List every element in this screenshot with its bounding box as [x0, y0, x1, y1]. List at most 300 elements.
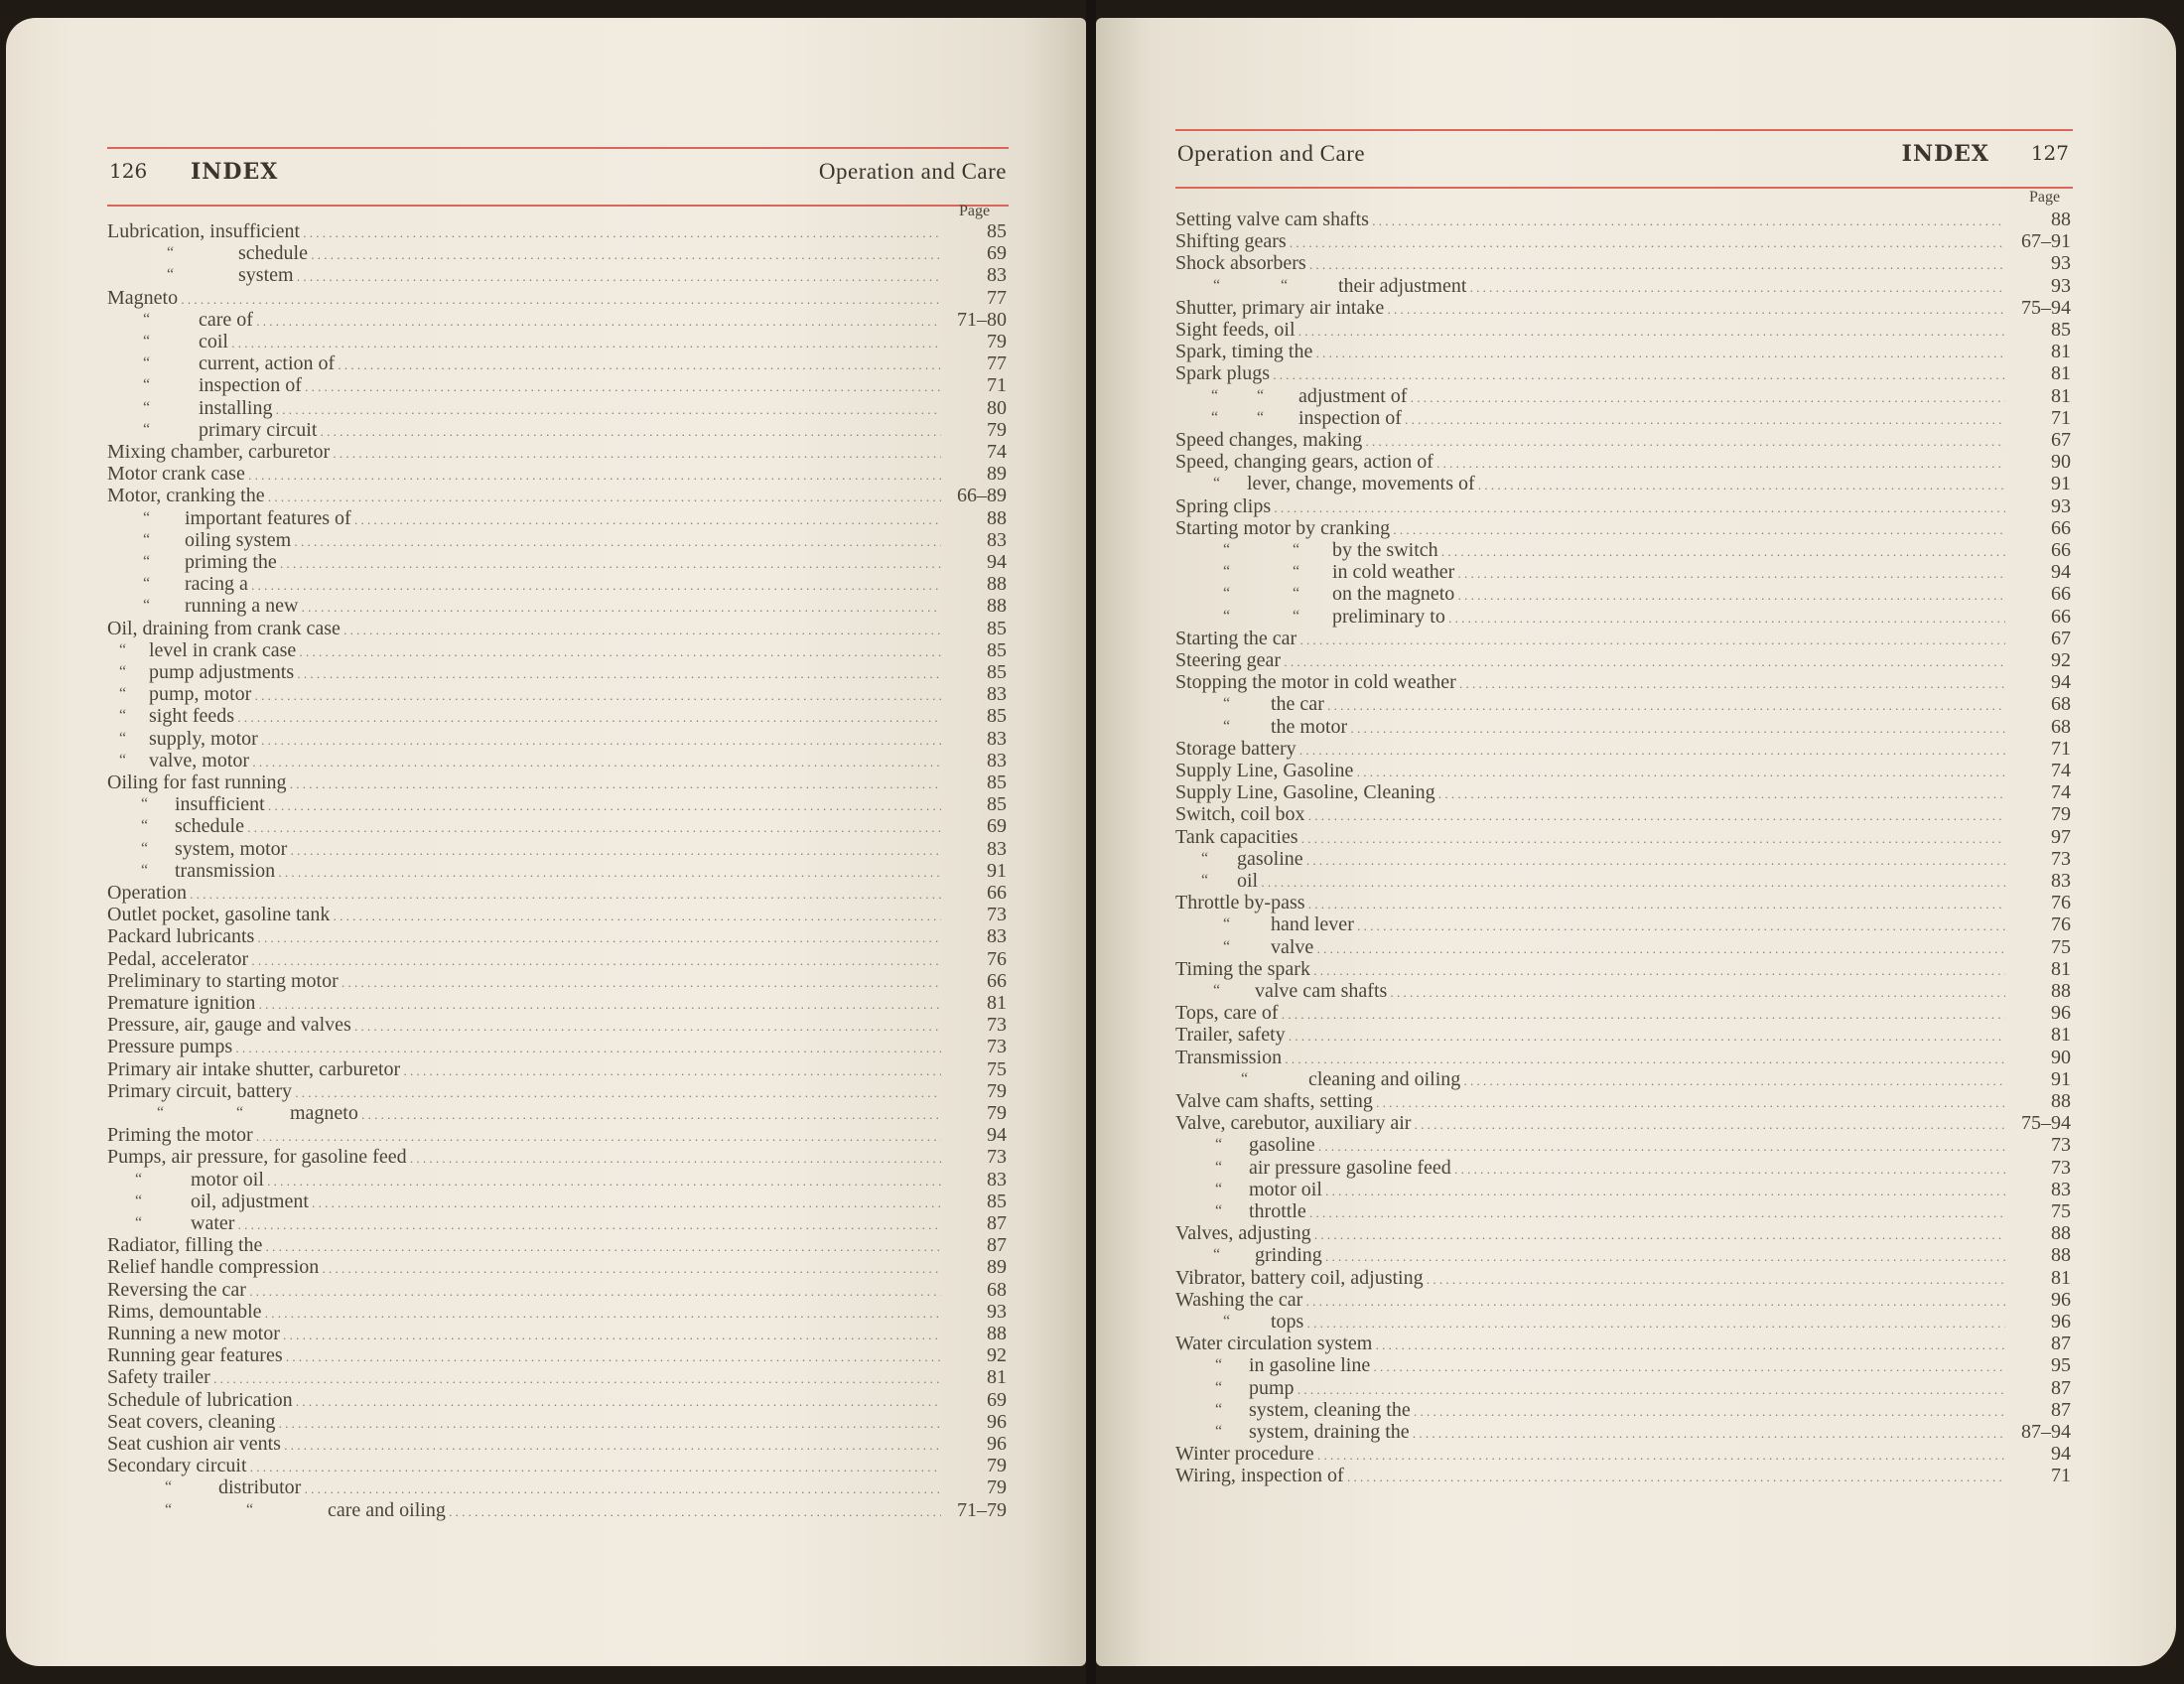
index-entry — [107, 925, 1007, 947]
index-entry — [107, 1344, 1007, 1366]
entry-page-number: 74 — [2051, 781, 2071, 804]
index-entry — [107, 1080, 1007, 1102]
index-entry — [1175, 1289, 2071, 1311]
entry-label: racing a . . . — [185, 573, 941, 595]
right-header-title: INDEX — [1901, 141, 1989, 167]
ditto-mark: “ — [1211, 408, 1219, 426]
entry-page-number: 83 — [2051, 870, 2071, 892]
index-entry — [1175, 870, 2071, 892]
index-entry — [107, 1256, 1007, 1278]
entry-page-number: 96 — [987, 1433, 1007, 1455]
index-entry — [1175, 230, 2071, 252]
entry-label: Oil, draining from crank case . . . — [107, 618, 941, 639]
entry-page-number: 77 — [987, 352, 1007, 375]
entry-label: insufficient . . . — [175, 793, 941, 815]
index-entry — [1175, 1377, 2071, 1399]
index-entry — [107, 1323, 1007, 1344]
entry-label: in cold weather . . . — [1332, 561, 2005, 583]
entry-label: Running a new motor . . . — [107, 1323, 941, 1344]
entry-page-number: 87 — [2051, 1333, 2071, 1355]
left-page-number: 126 — [109, 159, 148, 183]
index-entry — [107, 793, 1007, 815]
entry-page-number: 90 — [2051, 1046, 2071, 1068]
ditto-mark: “ — [141, 861, 149, 879]
index-entry — [107, 1036, 1007, 1057]
entry-label: Valve cam shafts, setting . . . — [1175, 1090, 2005, 1112]
index-entry — [107, 1366, 1007, 1388]
entry-label: Shutter, primary air intake . . . — [1175, 297, 2005, 319]
index-entry — [107, 1014, 1007, 1036]
entry-label: schedule . . . — [238, 242, 941, 264]
entry-label: Setting valve cam shafts . . . — [1175, 209, 2005, 230]
entry-label: Primary air intake shutter, carburetor . . . — [107, 1058, 941, 1080]
entry-label: Starting motor by cranking . . . — [1175, 517, 2005, 539]
ditto-mark: “ — [165, 1478, 173, 1496]
ditto-mark: “ — [246, 1500, 254, 1518]
ditto-mark: “ — [1281, 276, 1289, 294]
entry-page-number: 73 — [987, 1014, 1007, 1037]
entry-page-number: 71 — [2051, 1465, 2071, 1487]
entry-label: Safety trailer . . . — [107, 1366, 941, 1388]
entry-page-number: 83 — [2051, 1178, 2071, 1200]
entry-page-number: 66 — [987, 882, 1007, 904]
entry-label: motor oil . . . — [191, 1169, 941, 1191]
ditto-mark: “ — [143, 376, 151, 394]
entry-label: supply, motor . . . — [149, 728, 941, 750]
entry-label: Outlet pocket, gasoline tank . . . — [107, 904, 941, 925]
ditto-mark: “ — [143, 354, 151, 372]
entry-page-number: 83 — [987, 727, 1007, 750]
entry-label: Secondary circuit . . . — [107, 1455, 941, 1476]
index-entry — [1175, 517, 2071, 539]
ditto-mark: “ — [143, 553, 151, 570]
ditto-mark: “ — [1213, 475, 1221, 492]
index-entry — [107, 287, 1007, 309]
entry-label: Pressure, air, gauge and valves . . . — [107, 1014, 941, 1036]
entry-label: grinding . . . — [1255, 1244, 2005, 1266]
entry-label: their adjustment . . . — [1338, 275, 2005, 297]
ditto-mark: “ — [165, 1500, 173, 1518]
index-entry — [1175, 1399, 2071, 1421]
index-entry — [1175, 671, 2071, 693]
entry-label: Premature ignition . . . — [107, 992, 941, 1014]
ditto-mark: “ — [1213, 982, 1221, 999]
ditto-mark: “ — [135, 1214, 143, 1231]
ditto-mark: “ — [1215, 1136, 1223, 1154]
entry-label: Switch, coil box . . . — [1175, 803, 2005, 825]
entry-page-number: 91 — [2051, 473, 2071, 495]
entry-page-number: 79 — [987, 1102, 1007, 1124]
index-entry — [1175, 1090, 2071, 1112]
index-entry — [1175, 362, 2071, 384]
left-header-title: INDEX — [191, 159, 279, 185]
index-entry — [1175, 760, 2071, 781]
entry-page-number: 73 — [2051, 847, 2071, 870]
entry-label: Shifting gears . . . — [1175, 230, 2005, 252]
entry-page-number: 88 — [987, 573, 1007, 596]
ditto-mark: “ — [119, 729, 127, 747]
ditto-mark: “ — [1223, 541, 1231, 558]
entry-page-number: 76 — [2051, 892, 2071, 914]
ditto-mark: “ — [236, 1104, 244, 1121]
entry-page-number: 73 — [987, 1036, 1007, 1058]
entry-label: Valves, adjusting . . . — [1175, 1222, 2005, 1244]
ditto-mark: “ — [1213, 1246, 1221, 1264]
index-entry — [1175, 1047, 2071, 1068]
entry-page-number: 96 — [987, 1410, 1007, 1433]
index-entry — [1175, 473, 2071, 494]
entry-page-number: 81 — [2051, 384, 2071, 407]
entry-label: magneto . . . — [290, 1102, 941, 1124]
entry-label: Relief handle compression . . . — [107, 1256, 941, 1278]
left-header-subtitle: Operation and Care — [818, 159, 1007, 184]
entry-page-number: 69 — [987, 1388, 1007, 1411]
index-entry — [107, 1169, 1007, 1191]
entry-page-number: 88 — [2051, 1244, 2071, 1267]
entry-page-number: 87 — [2051, 1398, 2071, 1421]
entry-label: Seat cushion air vents . . . — [107, 1433, 941, 1455]
entry-label: Operation . . . — [107, 882, 941, 904]
index-entry — [1175, 1333, 2071, 1354]
entry-label: Transmission . . . — [1175, 1047, 2005, 1068]
entry-label: valve cam shafts . . . — [1255, 980, 2005, 1002]
index-entry — [107, 1476, 1007, 1498]
entry-page-number: 71 — [2051, 737, 2071, 760]
entry-page-number: 73 — [987, 1146, 1007, 1169]
index-entry — [107, 948, 1007, 970]
ditto-mark: “ — [1223, 563, 1231, 581]
index-entry — [107, 1411, 1007, 1433]
entry-label: in gasoline line . . . — [1249, 1354, 2005, 1376]
ditto-mark: “ — [1257, 408, 1265, 426]
entry-label: Shock absorbers . . . — [1175, 252, 2005, 274]
entry-label: Tank capacities . . . — [1175, 826, 2005, 848]
entry-label: Tops, care of . . . — [1175, 1002, 2005, 1024]
entry-page-number: 85 — [987, 793, 1007, 816]
entry-label: Mixing chamber, carburetor . . . — [107, 441, 941, 463]
entry-label: Supply Line, Gasoline . . . — [1175, 760, 2005, 781]
entry-page-number: 74 — [2051, 760, 2071, 781]
index-entry — [107, 1146, 1007, 1168]
entry-page-number: 66 — [2051, 539, 2071, 561]
entry-page-number: 67 — [2051, 429, 2071, 451]
entry-page-number: 85 — [987, 772, 1007, 793]
index-entry — [1175, 1311, 2071, 1333]
entry-label: running a new . . . — [185, 595, 941, 617]
index-entry — [107, 1389, 1007, 1411]
entry-page-number: 80 — [987, 396, 1007, 419]
entry-page-number: 88 — [2051, 209, 2071, 230]
entry-page-number: 88 — [2051, 1222, 2071, 1245]
entry-page-number: 83 — [987, 528, 1007, 551]
entry-label: coil . . . — [199, 331, 941, 352]
entry-page-number: 94 — [2051, 671, 2071, 694]
entry-page-number: 91 — [2051, 1067, 2071, 1090]
entry-page-number: 81 — [2051, 1266, 2071, 1289]
entry-page-number: 79 — [2051, 803, 2071, 826]
entry-label: distributor . . . — [218, 1476, 941, 1498]
entry-page-number: 81 — [2051, 957, 2071, 980]
index-entry — [1175, 385, 2071, 407]
index-entry — [1175, 936, 2071, 958]
index-entry — [107, 838, 1007, 860]
ditto-mark: “ — [1201, 849, 1209, 867]
entry-label: Water circulation system . . . — [1175, 1333, 2005, 1354]
ditto-mark: “ — [143, 597, 151, 615]
entry-label: hand lever . . . — [1271, 913, 2005, 935]
right-running-header — [1175, 129, 2073, 189]
entry-label: cleaning and oiling . . . — [1308, 1068, 2005, 1090]
index-entry — [107, 242, 1007, 264]
entry-label: motor oil . . . — [1249, 1179, 2005, 1200]
index-entry — [107, 1058, 1007, 1080]
entry-page-number: 75 — [2051, 935, 2071, 958]
index-entry — [1175, 848, 2071, 870]
ditto-mark: “ — [1241, 1069, 1249, 1087]
entry-page-number: 83 — [987, 837, 1007, 860]
ditto-mark: “ — [167, 244, 175, 262]
index-entry — [107, 331, 1007, 352]
left-running-header — [107, 147, 1009, 207]
entry-page-number: 88 — [987, 595, 1007, 618]
index-entry — [107, 309, 1007, 331]
entry-label: gasoline . . . — [1249, 1134, 2005, 1156]
index-entry — [107, 1455, 1007, 1476]
entry-label: Seat covers, cleaning . . . — [107, 1411, 941, 1433]
entry-label: Preliminary to starting motor . . . — [107, 970, 941, 992]
entry-label: Steering gear . . . — [1175, 649, 2005, 671]
entry-page-number: 89 — [987, 1256, 1007, 1279]
entry-page-number: 93 — [2051, 252, 2071, 275]
index-entry — [1175, 716, 2071, 738]
entry-label: Motor, cranking the . . . — [107, 485, 941, 506]
entry-label: Pumps, air pressure, for gasoline feed . . . — [107, 1146, 941, 1168]
entry-page-number: 75–94 — [2021, 1112, 2071, 1135]
index-entry — [1175, 1267, 2071, 1289]
entry-page-number: 93 — [2051, 494, 2071, 517]
entry-page-number: 75 — [2051, 1200, 2071, 1222]
ditto-mark: “ — [119, 751, 127, 769]
entry-page-number: 88 — [987, 1323, 1007, 1344]
entry-label: Starting the car . . . — [1175, 628, 2005, 649]
entry-label: Spark plugs . . . — [1175, 362, 2005, 384]
entry-page-number: 96 — [2051, 1002, 2071, 1025]
entry-page-number: 73 — [2051, 1134, 2071, 1157]
entry-page-number: 95 — [2051, 1354, 2071, 1377]
right-header-subtitle: Operation and Care — [1177, 141, 1366, 166]
ditto-mark: “ — [143, 420, 151, 438]
ditto-mark: “ — [1293, 585, 1300, 603]
entry-page-number: 88 — [987, 506, 1007, 529]
entry-label: inspection of . . . — [199, 374, 941, 396]
index-entry — [107, 1433, 1007, 1455]
index-entry — [1175, 319, 2071, 341]
ditto-mark: “ — [141, 817, 149, 835]
entry-label: Motor crank case . . . — [107, 463, 941, 485]
entry-label: Trailer, safety . . . — [1175, 1024, 2005, 1046]
entry-page-number: 83 — [987, 683, 1007, 706]
entry-label: Timing the spark . . . — [1175, 958, 2005, 980]
index-entry — [1175, 341, 2071, 362]
entry-page-number: 96 — [2051, 1288, 2071, 1311]
left-index-list — [107, 220, 1007, 1551]
ditto-mark: “ — [1223, 937, 1231, 955]
ditto-mark: “ — [1257, 386, 1265, 404]
ditto-mark: “ — [119, 707, 127, 725]
ditto-mark: “ — [1213, 276, 1221, 294]
entry-label: Washing the car . . . — [1175, 1289, 2005, 1311]
index-entry — [1175, 803, 2071, 825]
entry-label: current, action of . . . — [199, 352, 941, 374]
entry-page-number: 71 — [987, 374, 1007, 397]
ditto-mark: “ — [1293, 563, 1300, 581]
entry-page-number: 66 — [987, 969, 1007, 992]
entry-page-number: 68 — [2051, 693, 2071, 716]
entry-page-number: 83 — [987, 1168, 1007, 1191]
index-entry — [1175, 1443, 2071, 1465]
entry-page-number: 76 — [2051, 913, 2071, 936]
entry-page-number: 66 — [2051, 583, 2071, 606]
index-entry — [1175, 628, 2071, 649]
index-entry — [107, 1124, 1007, 1146]
entry-label: Lubrication, insufficient . . . — [107, 220, 941, 242]
ditto-mark: “ — [1201, 872, 1209, 889]
ditto-mark: “ — [135, 1170, 143, 1188]
index-entry — [107, 397, 1007, 419]
right-page-column-header: Page — [2029, 189, 2061, 206]
ditto-mark: “ — [143, 508, 151, 526]
index-entry — [107, 551, 1007, 573]
entry-label: care of . . . — [199, 309, 941, 331]
index-entry — [1175, 429, 2071, 451]
index-entry — [107, 573, 1007, 595]
index-entry — [107, 352, 1007, 374]
entry-label: system, motor . . . — [175, 838, 941, 860]
entry-label: Throttle by-pass . . . — [1175, 892, 2005, 913]
entry-page-number: 71 — [2051, 406, 2071, 429]
entry-label: by the switch . . . — [1332, 539, 2005, 561]
entry-label: pump, motor . . . — [149, 683, 941, 705]
entry-label: water . . . — [191, 1212, 941, 1234]
entry-page-number: 81 — [987, 992, 1007, 1014]
index-entry — [107, 374, 1007, 396]
entry-page-number: 74 — [987, 441, 1007, 463]
index-entry — [1175, 583, 2071, 605]
entry-page-number: 92 — [2051, 649, 2071, 671]
ditto-mark: “ — [141, 839, 149, 857]
index-entry — [107, 463, 1007, 485]
index-entry — [1175, 1179, 2071, 1200]
index-entry — [1175, 1222, 2071, 1244]
ditto-mark: “ — [1223, 607, 1231, 625]
ditto-mark: “ — [143, 530, 151, 548]
entry-label: Spark, timing the . . . — [1175, 341, 2005, 362]
ditto-mark: “ — [135, 1192, 143, 1209]
index-entry — [107, 1499, 1007, 1521]
entry-label: transmission . . . — [175, 860, 941, 882]
entry-label: Pressure pumps . . . — [107, 1036, 941, 1057]
entry-label: priming the . . . — [185, 551, 941, 573]
entry-label: throttle . . . — [1249, 1200, 2005, 1222]
index-entry — [1175, 1244, 2071, 1266]
entry-label: system, draining the . . . — [1249, 1421, 2005, 1443]
index-entry — [1175, 913, 2071, 935]
entry-label: sight feeds . . . — [149, 705, 941, 727]
index-entry — [1175, 495, 2071, 517]
entry-label: primary circuit . . . — [199, 419, 941, 441]
index-entry — [1175, 1465, 2071, 1486]
entry-label: Storage battery . . . — [1175, 738, 2005, 760]
index-entry — [1175, 539, 2071, 561]
index-entry — [1175, 781, 2071, 803]
entry-page-number: 81 — [2051, 341, 2071, 363]
ditto-mark: “ — [119, 640, 127, 658]
index-entry — [1175, 1134, 2071, 1156]
entry-label: Speed changes, making . . . — [1175, 429, 2005, 451]
index-entry — [1175, 1068, 2071, 1090]
entry-page-number: 66 — [2051, 605, 2071, 628]
index-entry — [1175, 1002, 2071, 1024]
entry-page-number: 69 — [987, 815, 1007, 838]
entry-page-number: 83 — [987, 264, 1007, 287]
index-entry — [1175, 451, 2071, 473]
entry-page-number: 88 — [2051, 1090, 2071, 1112]
entry-label: level in crank case . . . — [149, 639, 941, 661]
entry-label: Schedule of lubrication . . . — [107, 1389, 941, 1411]
entry-page-number: 96 — [2051, 1311, 2071, 1333]
index-entry — [1175, 561, 2071, 583]
entry-label: Oiling for fast running . . . — [107, 772, 941, 793]
ditto-mark: “ — [1223, 585, 1231, 603]
entry-page-number: 75–94 — [2021, 296, 2071, 319]
entry-page-number: 89 — [987, 463, 1007, 486]
entry-label: adjustment of . . . — [1298, 385, 2005, 407]
index-entry — [107, 220, 1007, 242]
ditto-mark: “ — [1215, 1400, 1223, 1418]
index-entry — [107, 815, 1007, 837]
ditto-mark: “ — [143, 398, 151, 416]
entry-page-number: 97 — [2051, 825, 2071, 848]
ditto-mark: “ — [1215, 1356, 1223, 1374]
entry-page-number: 85 — [987, 617, 1007, 639]
entry-label: Winter procedure . . . — [1175, 1443, 2005, 1465]
entry-page-number: 94 — [987, 1124, 1007, 1147]
entry-page-number: 73 — [2051, 1156, 2071, 1179]
entry-page-number: 92 — [987, 1344, 1007, 1367]
book-spine — [1086, 0, 1096, 1684]
entry-page-number: 79 — [987, 1455, 1007, 1477]
entry-page-number: 83 — [987, 749, 1007, 772]
entry-page-number: 85 — [2051, 319, 2071, 341]
entry-label: care and oiling . . . — [328, 1499, 941, 1521]
index-entry — [107, 1279, 1007, 1301]
index-entry — [107, 728, 1007, 750]
index-entry — [1175, 892, 2071, 913]
entry-label: Sight feeds, oil . . . — [1175, 319, 2005, 341]
entry-page-number: 94 — [2051, 1443, 2071, 1466]
ditto-mark: “ — [1223, 1313, 1231, 1330]
ditto-mark: “ — [143, 310, 151, 328]
entry-label: the car . . . — [1271, 693, 2005, 715]
entry-page-number: 85 — [987, 220, 1007, 242]
index-entry — [1175, 1421, 2071, 1443]
entry-label: on the magneto . . . — [1332, 583, 2005, 605]
left-page — [6, 18, 1086, 1666]
index-entry — [1175, 980, 2071, 1002]
ditto-mark: “ — [1223, 695, 1231, 713]
ditto-mark: “ — [1215, 1423, 1223, 1440]
entry-page-number: 85 — [987, 1190, 1007, 1212]
